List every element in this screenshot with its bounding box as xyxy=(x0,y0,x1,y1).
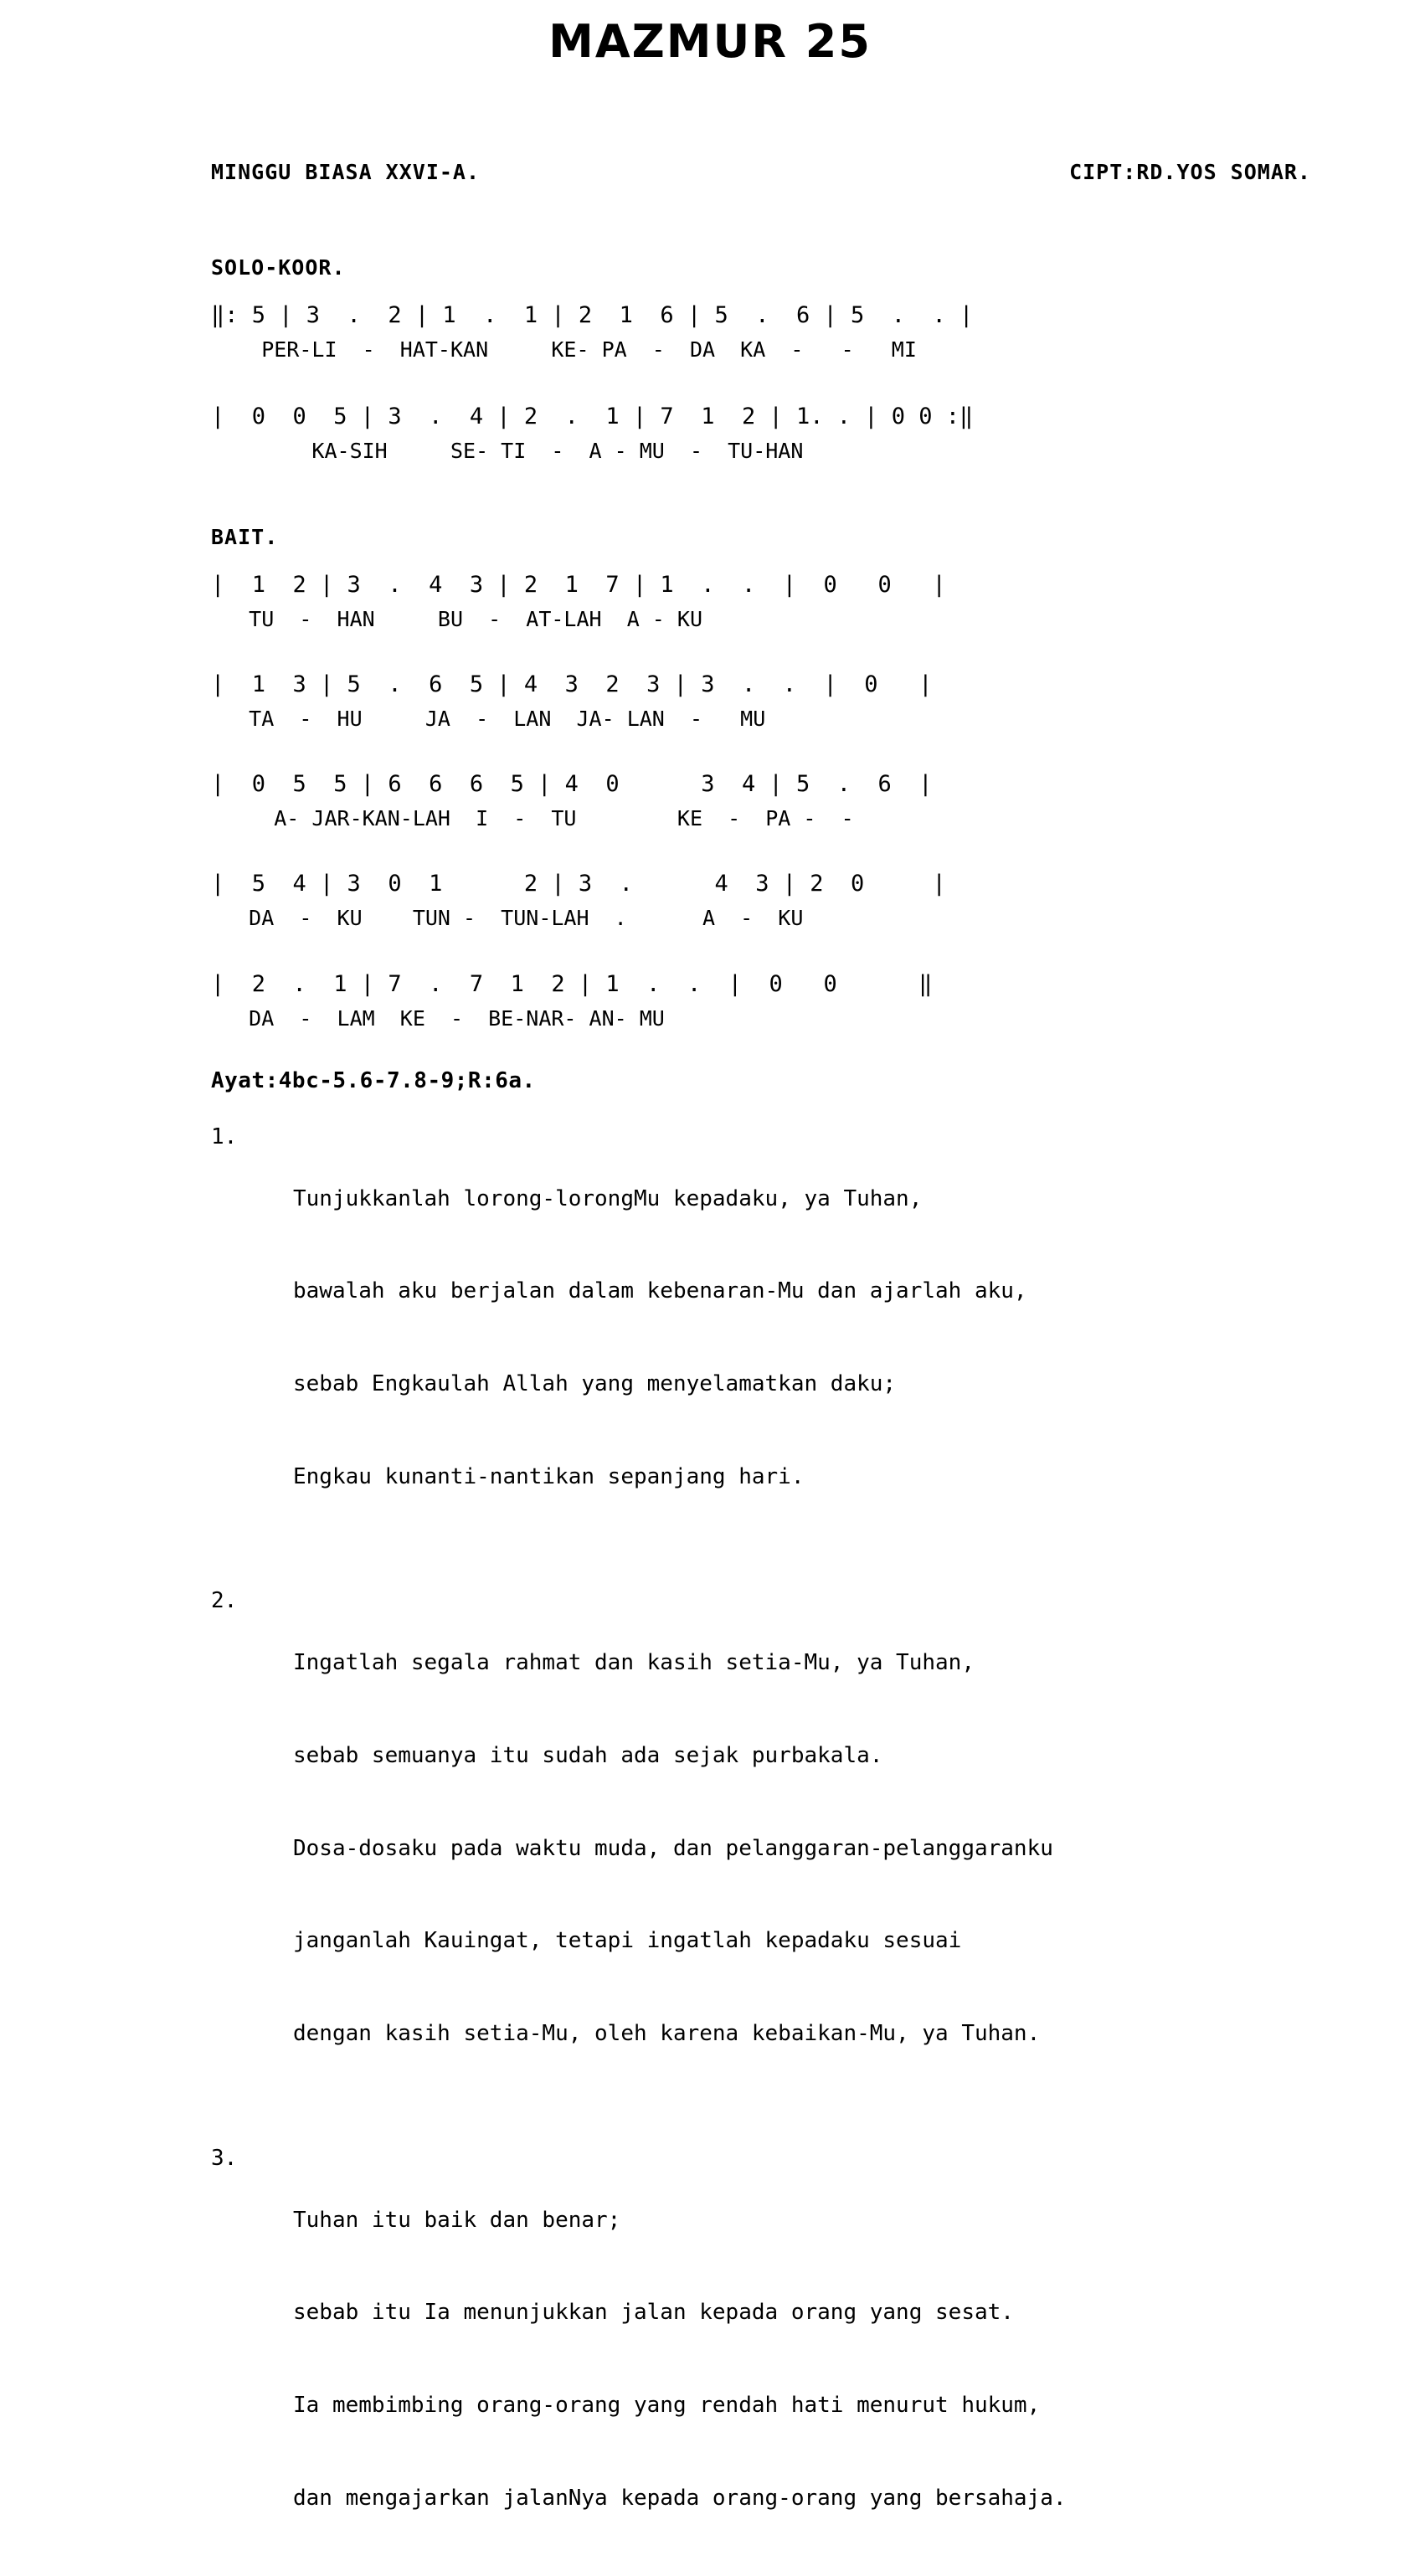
bait-system-5 xyxy=(0,970,1420,1031)
verse-text xyxy=(293,2143,1067,2576)
verse-line: Ia membimbing orang-orang yang rendah hati menurut hukum, xyxy=(293,2393,1041,2419)
bait-system-2 xyxy=(0,671,1420,732)
composer-credit: CIPT:RD.YOS SOMAR. xyxy=(1069,160,1311,184)
verse-line: sebab semuanya itu sudah ada sejak purbakala. xyxy=(293,1742,883,1768)
header-row xyxy=(0,160,1420,184)
verse-line: dan mengajarkan jalanNya kepada orang-orang yang bersahaja. xyxy=(293,2485,1067,2511)
lyrics-line: TU - HAN BU - AT-LAH A - KU xyxy=(211,606,702,631)
verse-number: 1. xyxy=(211,1123,238,1149)
notation-line: | 0 0 5 | 3 . 4 | 2 . 1 | 7 1 2 | 1. . | 0 0 :‖ xyxy=(211,404,974,430)
verse-line: Tuhan itu baik dan benar; xyxy=(293,2207,621,2233)
verse-number: 2. xyxy=(211,1588,238,1614)
section-label-bait: BAIT. xyxy=(211,524,279,549)
verse-line: bawalah aku berjalan dalam kebenaran-Mu dan ajarlah aku, xyxy=(293,1278,1027,1304)
verse-number: 3. xyxy=(211,2145,238,2171)
notation-line: | 1 2 | 3 . 4 3 | 2 1 7 | 1 . . | 0 0 | xyxy=(211,571,946,598)
verse-line: Dosa-dosaku pada waktu muda, dan pelanggaran-pelanggaranku xyxy=(293,1835,1053,1861)
verse-item xyxy=(211,1586,1420,2111)
song-sheet-page xyxy=(0,15,1420,2511)
verse-text xyxy=(293,1122,1027,1555)
solo-koor-system-2 xyxy=(0,403,1420,464)
section-label-solo-koor: SOLO-KOOR. xyxy=(211,255,346,280)
verse-line: Engkau kunanti-nantikan sepanjang hari. xyxy=(293,1463,805,1489)
liturgical-occasion: MINGGU BIASA XXVI-A. xyxy=(211,160,481,184)
lyrics-line: DA - KU TUN - TUN-LAH . A - KU xyxy=(211,906,804,931)
verse-item xyxy=(211,2143,1420,2576)
verse-line: sebab itu Ia menunjukkan jalan kepada orang yang sesat. xyxy=(293,2300,1014,2326)
lyrics-line: PER-LI - HAT-KAN KE- PA - DA KA - - MI xyxy=(211,337,917,362)
lyrics-line: DA - LAM KE - BE-NAR- AN- MU xyxy=(211,1005,665,1031)
verse-line: Tunjukkanlah lorong-lorongMu kepadaku, ya Tuhan, xyxy=(293,1185,923,1211)
verse-line: dengan kasih setia-Mu, oleh karena kebaikan-Mu, ya Tuhan. xyxy=(293,2021,1041,2047)
notation-line: | 2 . 1 | 7 . 7 1 2 | 1 . . | 0 0 ‖ xyxy=(211,970,933,997)
verse-line: Ingatlah segala rahmat dan kasih setia-Mu, ya Tuhan, xyxy=(293,1650,975,1676)
verse-text xyxy=(293,1586,1053,2111)
verse-item xyxy=(211,1122,1420,1555)
verse-line: sebab Engkaulah Allah yang menyelamatkan daku; xyxy=(293,1371,897,1396)
page-title: MAZMUR 25 xyxy=(548,15,872,68)
lyrics-line: TA - HU JA - LAN JA- LAN - MU xyxy=(211,706,766,731)
lyrics-line: A- JAR-KAN-LAH I - TU KE - PA - - xyxy=(211,806,854,830)
bait-system-4 xyxy=(0,870,1420,931)
bait-system-3 xyxy=(0,770,1420,831)
notation-line: ‖: 5 | 3 . 2 | 1 . 1 | 2 1 6 | 5 . 6 | 5 . . | xyxy=(211,302,974,328)
notation-line: | 1 3 | 5 . 6 5 | 4 3 2 3 | 3 . . | 0 | xyxy=(211,671,933,697)
bait-system-1 xyxy=(0,571,1420,632)
verse-reference: Ayat:4bc-5.6-7.8-9;R:6a. xyxy=(211,1067,536,1093)
solo-koor-system-1 xyxy=(0,301,1420,362)
verse-line: janganlah Kauingat, tetapi ingatlah kepadaku sesuai xyxy=(293,1928,962,1954)
notation-line: | 0 5 5 | 6 6 6 5 | 4 0 3 4 | 5 . 6 | xyxy=(211,771,933,797)
notation-line: | 5 4 | 3 0 1 2 | 3 . 4 3 | 2 0 | xyxy=(211,871,946,897)
verses-list xyxy=(0,1122,1420,2576)
lyrics-line: KA-SIH SE- TI - A - MU - TU-HAN xyxy=(211,439,804,464)
